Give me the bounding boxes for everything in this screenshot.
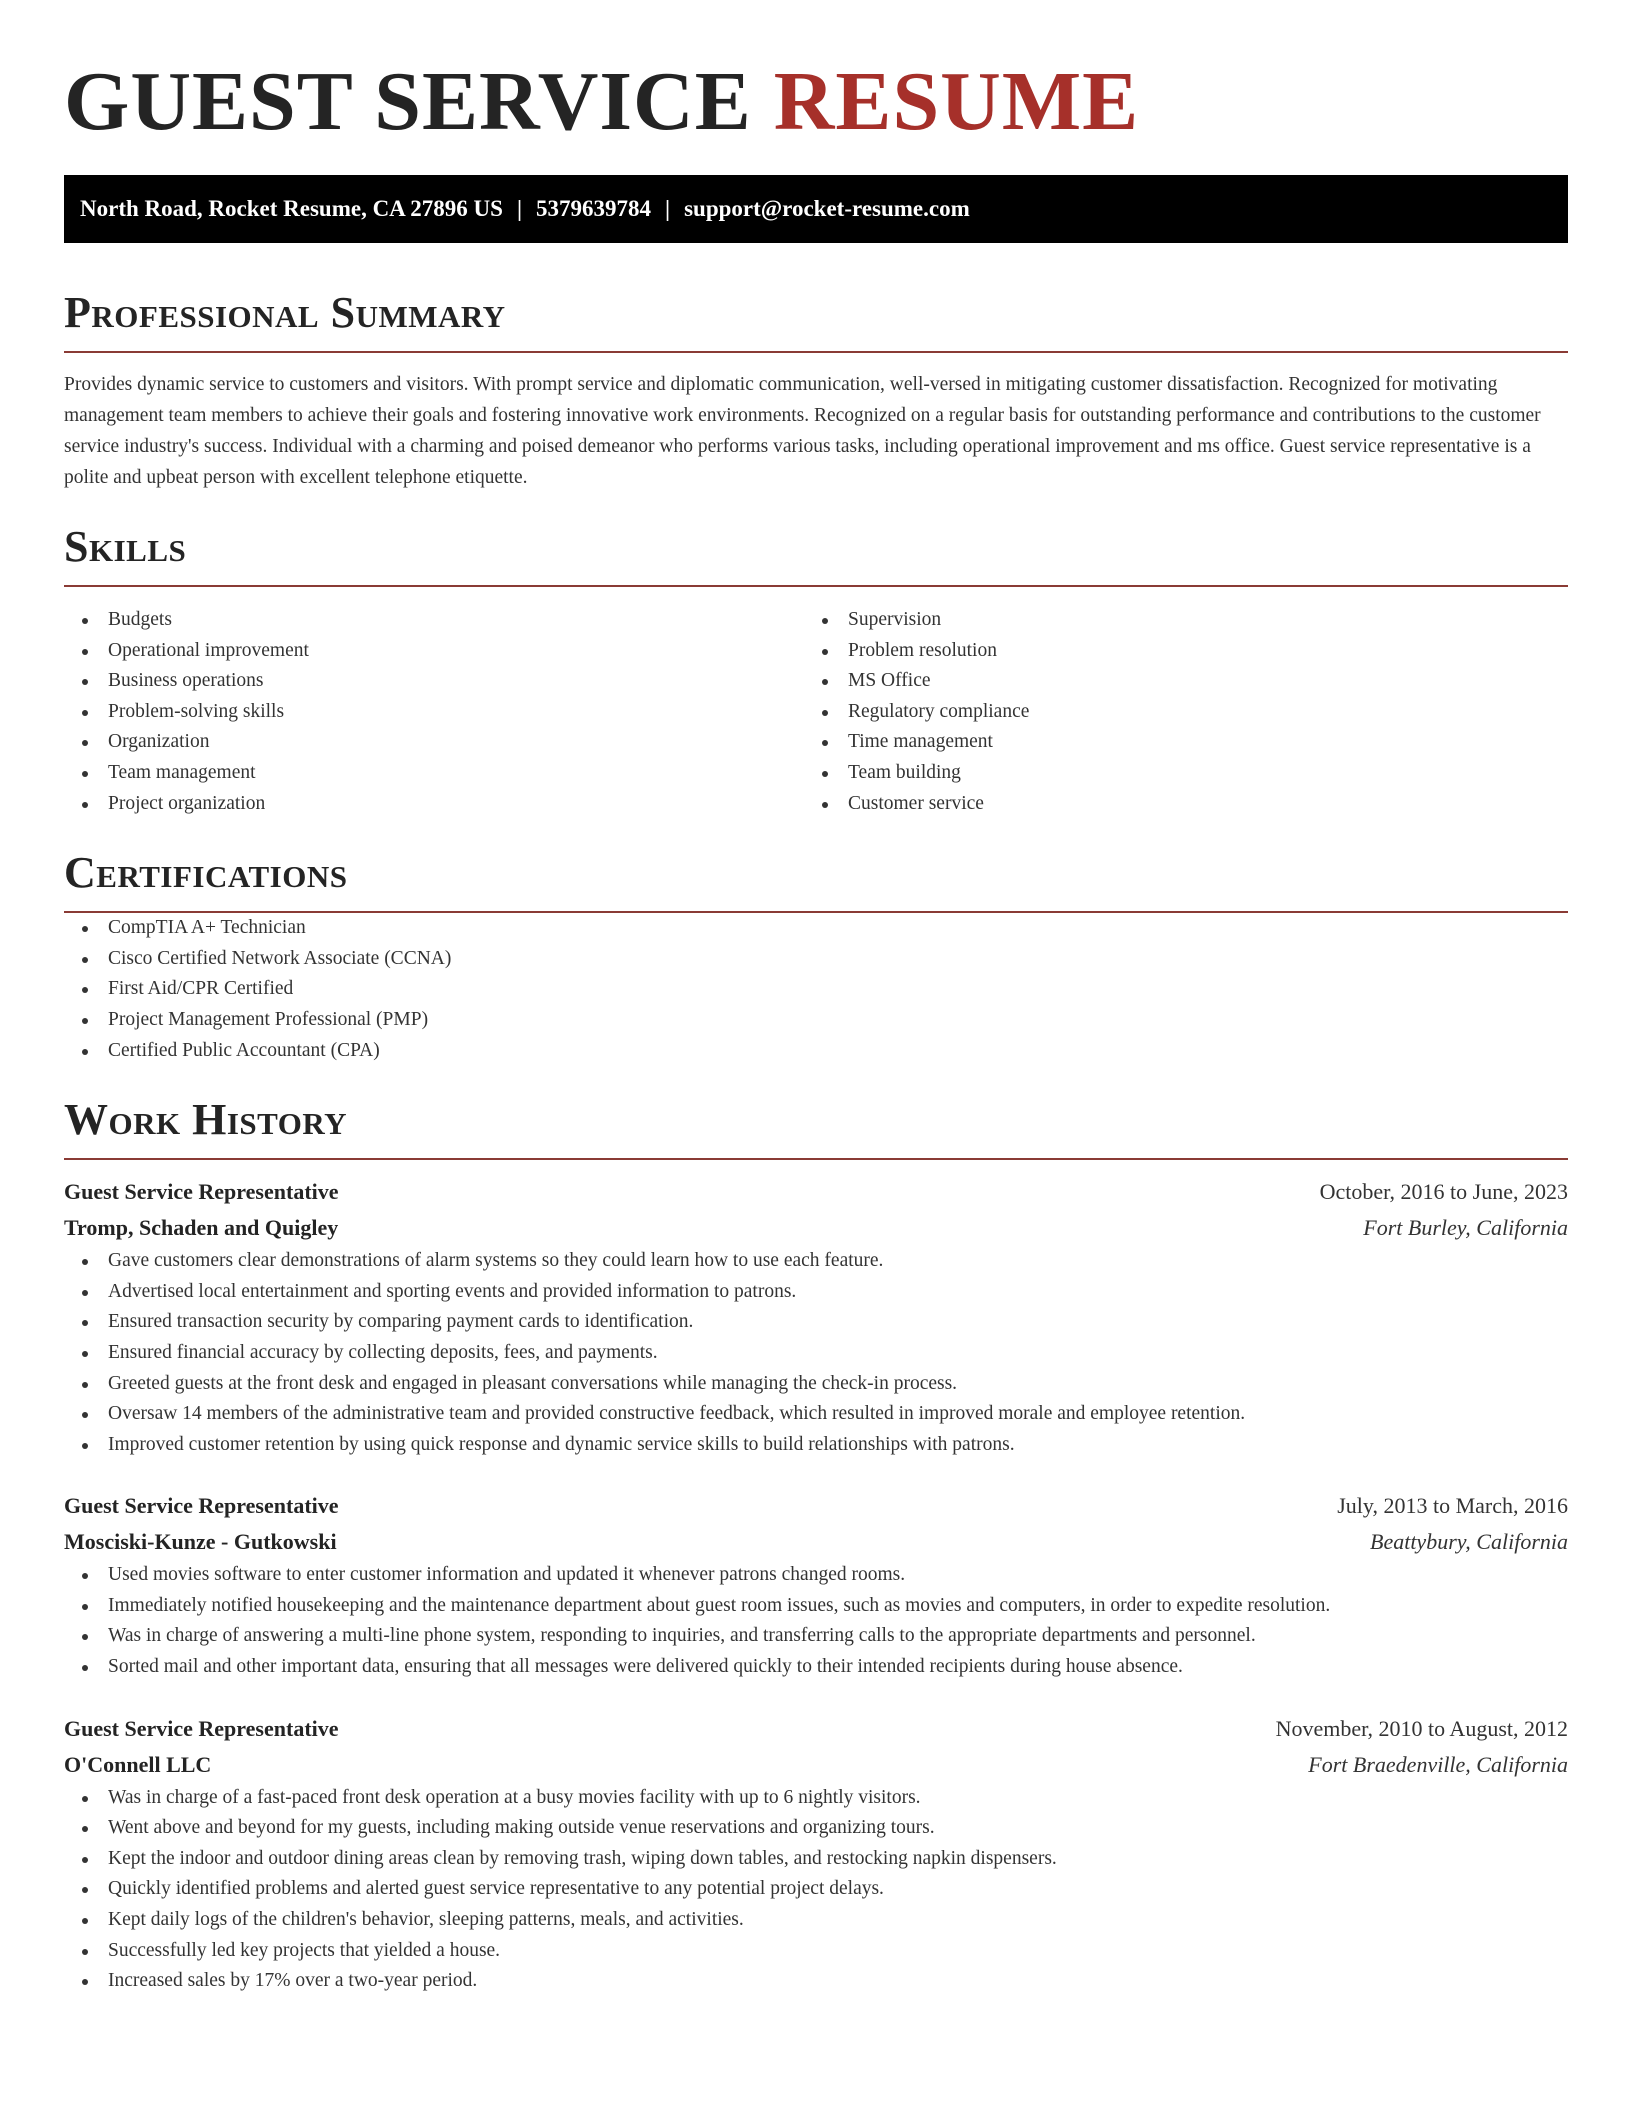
job-duty-item: Increased sales by 17% over a two-year period.: [64, 1966, 1568, 1997]
job-dates: October, 2016 to June, 2023: [1319, 1179, 1568, 1205]
skill-item: Time management: [804, 727, 1544, 758]
job-duty-item: Was in charge of answering a multi-line phone system, responding to inquiries, and transferring calls to the appropriate departments and personnel.: [64, 1621, 1568, 1652]
summary-heading: Professional Summary: [64, 288, 506, 337]
skills-grid: [64, 605, 1568, 819]
job-company-row: [64, 1210, 1568, 1246]
skills-heading: Skills: [64, 522, 187, 571]
certification-item: CompTIA A+ Technician: [64, 913, 1568, 944]
job-dates: November, 2010 to August, 2012: [1275, 1715, 1568, 1741]
job-duty-item: Ensured transaction security by comparing payment cards to identification.: [64, 1307, 1568, 1338]
job-dates: July, 2013 to March, 2016: [1337, 1493, 1568, 1519]
skill-item: Organization: [64, 727, 804, 758]
job-entry: [64, 1174, 1568, 1460]
job-duties-list: [64, 1783, 1568, 1997]
job-duty-item: Greeted guests at the front desk and engaged in pleasant conversations while managing the check-in process.: [64, 1369, 1568, 1400]
job-company-row: [64, 1524, 1568, 1560]
job-duty-item: Used movies software to enter customer information and updated it whenever patrons changed rooms.: [64, 1560, 1568, 1591]
job-title: Guest Service Representative: [64, 1715, 339, 1741]
job-duty-item: Was in charge of a fast-paced front desk operation at a busy movies facility with up to 6 nightly visitors.: [64, 1783, 1568, 1814]
skill-item: Operational improvement: [64, 636, 804, 667]
certifications-heading: Certifications: [64, 848, 348, 898]
job-duty-item: Quickly identified problems and alerted guest service representative to any potential project delays.: [64, 1874, 1568, 1905]
job-duty-item: Advertised local entertainment and sporting events and provided information to patrons.: [64, 1277, 1568, 1308]
skill-item: Customer service: [804, 789, 1544, 820]
job-company: Mosciski-Kunze - Gutkowski: [64, 1529, 337, 1555]
skill-item: Team management: [64, 758, 804, 789]
job-entry: [64, 1488, 1568, 1682]
certifications-list: [64, 913, 1568, 1066]
summary-text: Provides dynamic service to customers and visitors. With prompt service and diplomatic communication, well-versed in mitigating customer dissatisfaction. Recognized for motivating management team members to achieve their goals and fostering innovative work environments. Recognized on a regular basis for outstanding performance and contributions to the customer service industry's success. Individual with a charming and poised demeanor who performs various tasks, including operational improvement and ms office. Guest service representative is a polite and upbeat person with excellent telephone etiquette.: [64, 374, 1541, 488]
contact-bar: [64, 175, 1568, 243]
title-main: GUEST SERVICE: [64, 55, 752, 148]
skill-item: Business operations: [64, 666, 804, 697]
job-duties-list: [64, 1560, 1568, 1682]
section-divider: [64, 1158, 1568, 1160]
job-duty-item: Oversaw 14 members of the administrative team and provided constructive feedback, which resulted in improved morale and employee retention.: [64, 1399, 1568, 1430]
skill-item: MS Office: [804, 666, 1544, 697]
certification-item: Cisco Certified Network Associate (CCNA): [64, 944, 1568, 975]
job-duty-item: Immediately notified housekeeping and the maintenance department about guest room issues, such as movies and computers, in order to expedite resolution.: [64, 1591, 1568, 1622]
job-company-row: [64, 1747, 1568, 1783]
skills-list-right: [804, 605, 1544, 819]
jobs-container: [64, 1174, 1568, 1997]
job-duty-item: Improved customer retention by using quick response and dynamic service skills to build relationships with patrons.: [64, 1430, 1568, 1461]
job-duty-item: Kept the indoor and outdoor dining areas clean by removing trash, wiping down tables, and restocking napkin dispensers.: [64, 1844, 1568, 1875]
job-duty-item: Kept daily logs of the children's behavior, sleeping patterns, meals, and activities.: [64, 1905, 1568, 1936]
contact-phone[interactable]: 5379639784: [536, 196, 652, 221]
job-title: Guest Service Representative: [64, 1179, 339, 1205]
job-duty-item: Ensured financial accuracy by collecting deposits, fees, and payments.: [64, 1338, 1568, 1369]
job-duty-item: Successfully led key projects that yielded a house.: [64, 1936, 1568, 1967]
certification-item: First Aid/CPR Certified: [64, 974, 1568, 1005]
job-company: Tromp, Schaden and Quigley: [64, 1215, 339, 1241]
job-duties-list: [64, 1246, 1568, 1460]
summary-section: [64, 287, 1568, 493]
section-divider: [64, 351, 1568, 353]
job-title: Guest Service Representative: [64, 1493, 339, 1519]
skill-item: Budgets: [64, 605, 804, 636]
job-company: O'Connell LLC: [64, 1751, 212, 1777]
skill-item: Project organization: [64, 789, 804, 820]
job-header-row: [64, 1174, 1568, 1210]
title-accent: RESUME: [773, 55, 1140, 148]
contact-email[interactable]: support@rocket-resume.com: [684, 196, 970, 221]
section-divider: [64, 585, 1568, 587]
resume-title: [64, 52, 1568, 152]
work-history-heading: Work History: [64, 1095, 348, 1145]
job-duty-item: Sorted mail and other important data, ensuring that all messages were delivered quickly to their intended recipients during house absence.: [64, 1652, 1568, 1683]
job-location: Fort Burley, California: [1363, 1215, 1568, 1241]
skill-item: Team building: [804, 758, 1544, 789]
skill-item: Regulatory compliance: [804, 697, 1544, 728]
job-header-row: [64, 1488, 1568, 1524]
skills-section: [64, 521, 1568, 819]
work-history-section: [64, 1094, 1568, 1997]
job-location: Fort Braedenville, California: [1308, 1751, 1568, 1777]
job-header-row: [64, 1711, 1568, 1747]
contact-separator: |: [516, 196, 523, 221]
skill-item: Problem resolution: [804, 636, 1544, 667]
certification-item: Certified Public Accountant (CPA): [64, 1036, 1568, 1067]
skills-list-left: [64, 605, 804, 819]
contact-address: North Road, Rocket Resume, CA 27896 US: [80, 196, 503, 221]
contact-separator: |: [665, 196, 671, 221]
skill-item: Supervision: [804, 605, 1544, 636]
certifications-section: [64, 847, 1568, 1066]
job-location: Beattybury, California: [1370, 1529, 1568, 1555]
job-duty-item: Gave customers clear demonstrations of alarm systems so they could learn how to use each feature.: [64, 1246, 1568, 1277]
skill-item: Problem-solving skills: [64, 697, 804, 728]
job-duty-item: Went above and beyond for my guests, including making outside venue reservations and organizing tours.: [64, 1813, 1568, 1844]
certification-item: Project Management Professional (PMP): [64, 1005, 1568, 1036]
job-entry: [64, 1711, 1568, 1997]
